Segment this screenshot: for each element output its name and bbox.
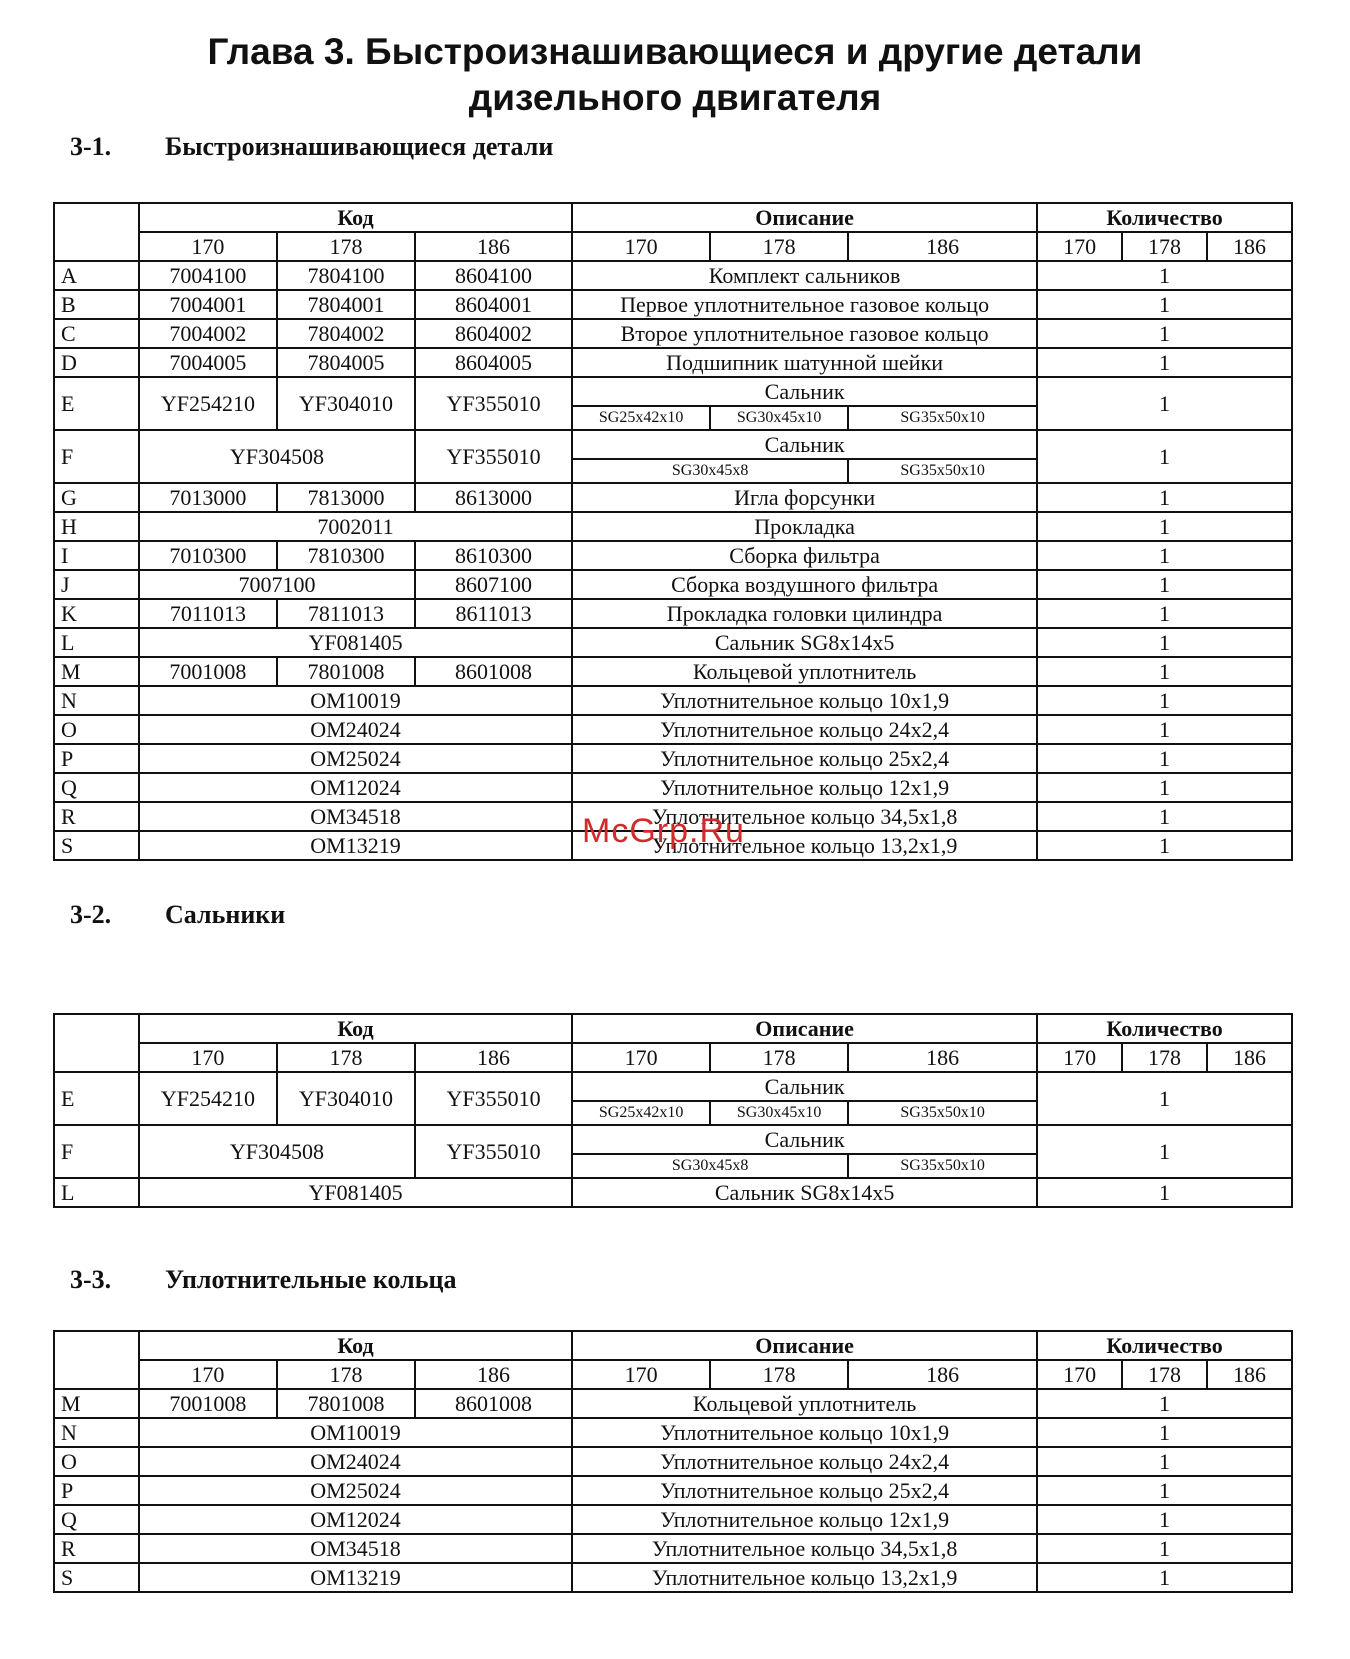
code-cell: 7804005 (277, 348, 415, 377)
section-number: 3-1. (70, 132, 112, 161)
description-cell: Комплект сальников (572, 261, 1037, 290)
code-cell: YF304508 (139, 430, 415, 483)
description-cell: Игла форсунки (572, 483, 1037, 512)
quantity-cell: 1 (1037, 1418, 1292, 1447)
description-cell: Второе уплотнительное газовое кольцо (572, 319, 1037, 348)
code-cell: 8607100 (415, 570, 572, 599)
model-header: 178 (1122, 232, 1207, 261)
header-code: Код (139, 1331, 572, 1360)
row-letter: S (54, 831, 139, 860)
code-cell: YF304508 (139, 1125, 415, 1178)
code-cell: 8604005 (415, 348, 572, 377)
code-cell: OM24024 (139, 715, 572, 744)
row-letter: M (54, 657, 139, 686)
code-cell: 8604002 (415, 319, 572, 348)
description-cell: Уплотнительное кольцо 13,2x1,9 (572, 831, 1037, 860)
description-cell: Сальник (572, 1072, 1037, 1101)
seal-size-cell: SG35x50x10 (848, 459, 1037, 483)
header-models-row (54, 232, 1292, 261)
model-header: 170 (1037, 232, 1122, 261)
quantity-cell: 1 (1037, 773, 1292, 802)
quantity-cell: 1 (1037, 290, 1292, 319)
description-cell: Первое уплотнительное газовое кольцо (572, 290, 1037, 319)
model-header: 178 (710, 1043, 848, 1072)
table-row (54, 686, 1292, 715)
quantity-cell: 1 (1037, 1178, 1292, 1207)
code-cell: YF355010 (415, 377, 572, 430)
row-letter: C (54, 319, 139, 348)
quantity-cell: 1 (1037, 348, 1292, 377)
code-cell: 7001008 (139, 657, 277, 686)
code-cell: OM25024 (139, 1476, 572, 1505)
watermark: McGrp.Ru (582, 812, 745, 850)
table-row (54, 319, 1292, 348)
code-cell: YF355010 (415, 1125, 572, 1178)
row-letter: R (54, 802, 139, 831)
code-cell: YF355010 (415, 430, 572, 483)
model-header: 178 (277, 1043, 415, 1072)
row-letter: M (54, 1389, 139, 1418)
quantity-cell: 1 (1037, 715, 1292, 744)
description-cell: Прокладка (572, 512, 1037, 541)
code-cell: 7001008 (139, 1389, 277, 1418)
model-header: 170 (1037, 1043, 1122, 1072)
row-letter: L (54, 628, 139, 657)
description-cell: Уплотнительное кольцо 13,2x1,9 (572, 1563, 1037, 1592)
code-cell: 8601008 (415, 657, 572, 686)
seal-size-cell: SG30x45x10 (710, 406, 848, 430)
quantity-cell: 1 (1037, 1563, 1292, 1592)
table-row (54, 1125, 1292, 1154)
row-letter: F (54, 430, 139, 483)
quantity-cell: 1 (1037, 377, 1292, 430)
section-title: Быстроизнашивающиеся детали (165, 132, 554, 161)
row-letter: O (54, 1447, 139, 1476)
row-letter: E (54, 377, 139, 430)
table-row (54, 1447, 1292, 1476)
code-cell: 7010300 (139, 541, 277, 570)
table-row (54, 261, 1292, 290)
code-cell: OM10019 (139, 686, 572, 715)
code-cell: 7011013 (139, 599, 277, 628)
row-letter: L (54, 1178, 139, 1207)
code-cell: 7004100 (139, 261, 277, 290)
parts-table-3-2 (53, 1013, 1293, 1208)
model-header: 178 (1122, 1360, 1207, 1389)
code-cell: OM12024 (139, 1505, 572, 1534)
model-header: 170 (572, 232, 710, 261)
description-cell: Уплотнительное кольцо 24x2,4 (572, 715, 1037, 744)
quantity-cell: 1 (1037, 1389, 1292, 1418)
row-letter: J (54, 570, 139, 599)
row-letter: G (54, 483, 139, 512)
table-row (54, 483, 1292, 512)
code-cell: YF081405 (139, 628, 572, 657)
model-header: 186 (1207, 1360, 1292, 1389)
header-quantity: Количество (1037, 1331, 1292, 1360)
model-header: 170 (139, 232, 277, 261)
code-cell: YF355010 (415, 1072, 572, 1125)
corner-cell (54, 1331, 139, 1389)
quantity-cell: 1 (1037, 1125, 1292, 1178)
model-header: 170 (139, 1360, 277, 1389)
table-row (54, 1389, 1292, 1418)
seal-size-cell: SG25x42x10 (572, 406, 710, 430)
code-cell: 8610300 (415, 541, 572, 570)
table-row (54, 570, 1292, 599)
description-cell: Сборка фильтра (572, 541, 1037, 570)
model-header: 186 (1207, 1043, 1292, 1072)
quantity-cell: 1 (1037, 831, 1292, 860)
code-cell: 7804100 (277, 261, 415, 290)
code-cell: 8604100 (415, 261, 572, 290)
description-cell: Уплотнительное кольцо 34,5x1,8 (572, 802, 1037, 831)
row-letter: Q (54, 773, 139, 802)
description-cell: Сальник SG8x14x5 (572, 628, 1037, 657)
row-letter: A (54, 261, 139, 290)
quantity-cell: 1 (1037, 261, 1292, 290)
code-cell: 7002011 (139, 512, 572, 541)
description-cell: Уплотнительное кольцо 25x2,4 (572, 744, 1037, 773)
parts-table-3-1 (53, 202, 1293, 861)
section-heading-3-2 (70, 900, 285, 930)
section-title: Уплотнительные кольца (165, 1265, 457, 1294)
description-cell: Сальник (572, 1125, 1037, 1154)
row-letter: N (54, 1418, 139, 1447)
header-row (54, 1331, 1292, 1360)
model-header: 186 (848, 1043, 1037, 1072)
header-row (54, 203, 1292, 232)
quantity-cell: 1 (1037, 570, 1292, 599)
model-header: 178 (710, 232, 848, 261)
section-number: 3-2. (70, 900, 112, 929)
code-cell: 7813000 (277, 483, 415, 512)
header-quantity: Количество (1037, 203, 1292, 232)
quantity-cell: 1 (1037, 1505, 1292, 1534)
model-header: 178 (1122, 1043, 1207, 1072)
table-row (54, 715, 1292, 744)
row-letter: E (54, 1072, 139, 1125)
description-cell: Уплотнительное кольцо 25x2,4 (572, 1476, 1037, 1505)
quantity-cell: 1 (1037, 541, 1292, 570)
code-cell: 8601008 (415, 1389, 572, 1418)
code-cell: 7007100 (139, 570, 415, 599)
model-header: 178 (277, 1360, 415, 1389)
row-letter: R (54, 1534, 139, 1563)
code-cell: 7811013 (277, 599, 415, 628)
header-row (54, 1014, 1292, 1043)
code-cell: 7004002 (139, 319, 277, 348)
header-models-row (54, 1043, 1292, 1072)
model-header: 186 (415, 232, 572, 261)
seal-size-cell: SG35x50x10 (848, 1101, 1037, 1125)
code-cell: OM13219 (139, 831, 572, 860)
row-letter: F (54, 1125, 139, 1178)
quantity-cell: 1 (1037, 744, 1292, 773)
table-row (54, 1563, 1292, 1592)
quantity-cell: 1 (1037, 1447, 1292, 1476)
row-letter: P (54, 744, 139, 773)
table-row (54, 377, 1292, 406)
quantity-cell: 1 (1037, 483, 1292, 512)
model-header: 186 (1207, 232, 1292, 261)
header-code: Код (139, 203, 572, 232)
code-cell: 7004001 (139, 290, 277, 319)
quantity-cell: 1 (1037, 802, 1292, 831)
table-row (54, 744, 1292, 773)
quantity-cell: 1 (1037, 1476, 1292, 1505)
row-letter: K (54, 599, 139, 628)
header-description: Описание (572, 203, 1037, 232)
row-letter: P (54, 1476, 139, 1505)
code-cell: 7801008 (277, 657, 415, 686)
code-cell: 7004005 (139, 348, 277, 377)
description-cell: Уплотнительное кольцо 12x1,9 (572, 1505, 1037, 1534)
table-row (54, 290, 1292, 319)
model-header: 178 (710, 1360, 848, 1389)
description-cell: Уплотнительное кольцо 10x1,9 (572, 1418, 1037, 1447)
description-cell: Сальник (572, 430, 1037, 459)
quantity-cell: 1 (1037, 512, 1292, 541)
model-header: 186 (415, 1360, 572, 1389)
table-row (54, 1476, 1292, 1505)
code-cell: OM25024 (139, 744, 572, 773)
code-cell: OM24024 (139, 1447, 572, 1476)
description-cell: Уплотнительное кольцо 10x1,9 (572, 686, 1037, 715)
code-cell: OM34518 (139, 1534, 572, 1563)
model-header: 186 (848, 232, 1037, 261)
seal-size-cell: SG30x45x10 (710, 1101, 848, 1125)
code-cell: OM10019 (139, 1418, 572, 1447)
description-cell: Сборка воздушного фильтра (572, 570, 1037, 599)
table-row (54, 430, 1292, 459)
section-heading-3-3 (70, 1265, 456, 1295)
table-row (54, 657, 1292, 686)
table-row (54, 1534, 1292, 1563)
description-cell: Кольцевой уплотнитель (572, 657, 1037, 686)
row-letter: H (54, 512, 139, 541)
section-heading-3-1 (70, 132, 553, 162)
row-letter: I (54, 541, 139, 570)
table-row (54, 1418, 1292, 1447)
table-row (54, 1505, 1292, 1534)
row-letter: N (54, 686, 139, 715)
code-cell: 8604001 (415, 290, 572, 319)
model-header: 170 (572, 1043, 710, 1072)
table-row (54, 348, 1292, 377)
header-quantity: Количество (1037, 1014, 1292, 1043)
corner-cell (54, 203, 139, 261)
quantity-cell: 1 (1037, 1072, 1292, 1125)
quantity-cell: 1 (1037, 319, 1292, 348)
description-cell: Подшипник шатунной шейки (572, 348, 1037, 377)
description-cell: Уплотнительное кольцо 34,5x1,8 (572, 1534, 1037, 1563)
header-description: Описание (572, 1331, 1037, 1360)
table-row (54, 628, 1292, 657)
code-cell: YF304010 (277, 377, 415, 430)
quantity-cell: 1 (1037, 657, 1292, 686)
section-number: 3-3. (70, 1265, 112, 1294)
code-cell: 7804002 (277, 319, 415, 348)
row-letter: Q (54, 1505, 139, 1534)
quantity-cell: 1 (1037, 599, 1292, 628)
description-cell: Кольцевой уплотнитель (572, 1389, 1037, 1418)
header-code: Код (139, 1014, 572, 1043)
seal-size-cell: SG30x45x8 (572, 1154, 848, 1178)
quantity-cell: 1 (1037, 430, 1292, 483)
seal-size-cell: SG35x50x10 (848, 406, 1037, 430)
seal-size-cell: SG35x50x10 (848, 1154, 1037, 1178)
quantity-cell: 1 (1037, 686, 1292, 715)
quantity-cell: 1 (1037, 1534, 1292, 1563)
code-cell: YF254210 (139, 377, 277, 430)
parts-table-3-3 (53, 1330, 1293, 1593)
model-header: 186 (415, 1043, 572, 1072)
table-row (54, 599, 1292, 628)
code-cell: 8611013 (415, 599, 572, 628)
model-header: 170 (139, 1043, 277, 1072)
page-subtitle: дизельного двигателя (468, 77, 882, 118)
code-cell: YF081405 (139, 1178, 572, 1207)
description-cell: Уплотнительное кольцо 24x2,4 (572, 1447, 1037, 1476)
table-row (54, 541, 1292, 570)
row-letter: B (54, 290, 139, 319)
quantity-cell: 1 (1037, 628, 1292, 657)
description-cell: Уплотнительное кольцо 12x1,9 (572, 773, 1037, 802)
row-letter: S (54, 1563, 139, 1592)
seal-size-cell: SG25x42x10 (572, 1101, 710, 1125)
code-cell: 7801008 (277, 1389, 415, 1418)
code-cell: OM13219 (139, 1563, 572, 1592)
code-cell: OM12024 (139, 773, 572, 802)
model-header: 186 (848, 1360, 1037, 1389)
table-row (54, 1178, 1292, 1207)
corner-cell (54, 1014, 139, 1072)
section-title: Сальники (165, 900, 286, 929)
table-row (54, 773, 1292, 802)
page-title: Глава 3. Быстроизнашивающиеся и другие детали (207, 31, 1143, 72)
code-cell: OM34518 (139, 802, 572, 831)
code-cell: 7804001 (277, 290, 415, 319)
header-models-row (54, 1360, 1292, 1389)
model-header: 170 (1037, 1360, 1122, 1389)
model-header: 178 (277, 232, 415, 261)
table-row (54, 512, 1292, 541)
code-cell: YF304010 (277, 1072, 415, 1125)
code-cell: 7810300 (277, 541, 415, 570)
table-row (54, 1072, 1292, 1101)
code-cell: 8613000 (415, 483, 572, 512)
description-cell: Сальник (572, 377, 1037, 406)
row-letter: D (54, 348, 139, 377)
description-cell: Сальник SG8x14x5 (572, 1178, 1037, 1207)
row-letter: O (54, 715, 139, 744)
code-cell: YF254210 (139, 1072, 277, 1125)
model-header: 170 (572, 1360, 710, 1389)
description-cell: Прокладка головки цилиндра (572, 599, 1037, 628)
header-description: Описание (572, 1014, 1037, 1043)
seal-size-cell: SG30x45x8 (572, 459, 848, 483)
code-cell: 7013000 (139, 483, 277, 512)
